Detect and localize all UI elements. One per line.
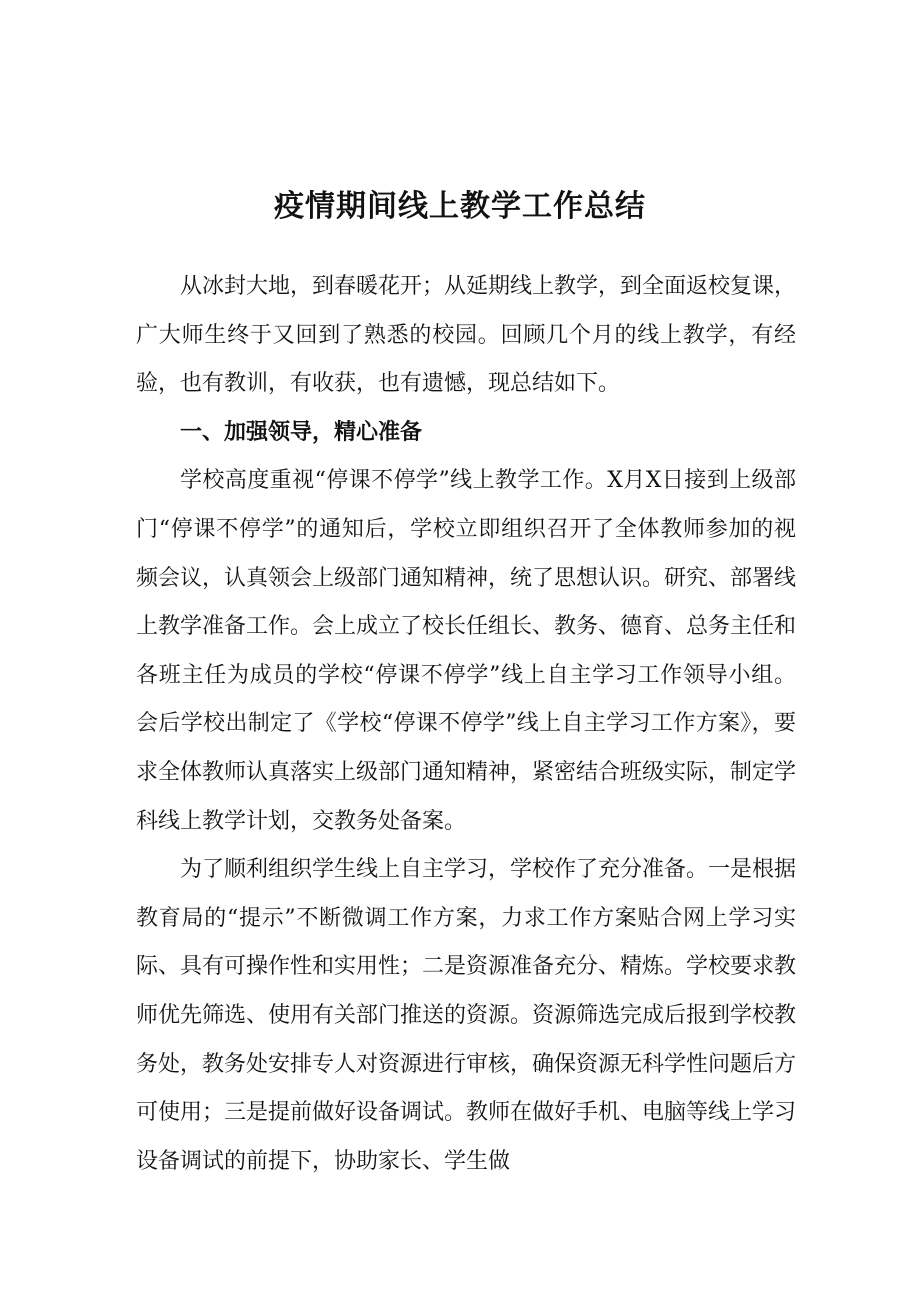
intro-paragraph: 从冰封大地，到春暖花开；从延期线上教学，到全面返校复课，广大师生终于又回到了熟悉的校园。回顾几个月的线上教学，有经验，也有教训，有收获，也有遗憾，现总结如下。 xyxy=(136,274,797,397)
section-paragraph-1: 学校高度重视“停课不停学”线上教学工作。X月X日接到上级部门“停课不停学”的通知后，学校立即组织召开了全体教师参加的视频会议，认真领会上级部门通知精神，统了思想认识。研究、部署线上教学准备工作。会上成立了校长任组长、教务、德育、总务主任和各班主任为成员的学校“停课不停学”线上自主学习工作领导小组。会后学校出制定了《学校“停课不停学”线上自主学习工作方案》，要求全体教师认真落实上级部门通知精神，紧密结合班级实际，制定学科线上教学计划，交教务处备案。 xyxy=(136,468,797,834)
section-paragraph-2: 为了顺利组织学生线上自主学习，学校作了充分准备。一是根据教育局的“提示”不断微调工作方案，力求工作方案贴合网上学习实际、具有可操作性和实用性；二是资源准备充分、精炼。学校要求教师优先筛选、使用有关部门推送的资源。资源筛选完成后报到学校教务处，教务处安排专人对资源进行审核，确保资源无科学性问题后方可使用；三是提前做好设备调试。教师在做好手机、电脑等线上学习设备调试的前提下，协助家长、学生做 xyxy=(136,857,797,1174)
document-body xyxy=(136,263,796,1186)
page-title: 疫情期间线上教学工作总结 xyxy=(274,189,646,225)
section-heading: 一、加强领导，精心准备 xyxy=(180,419,423,445)
